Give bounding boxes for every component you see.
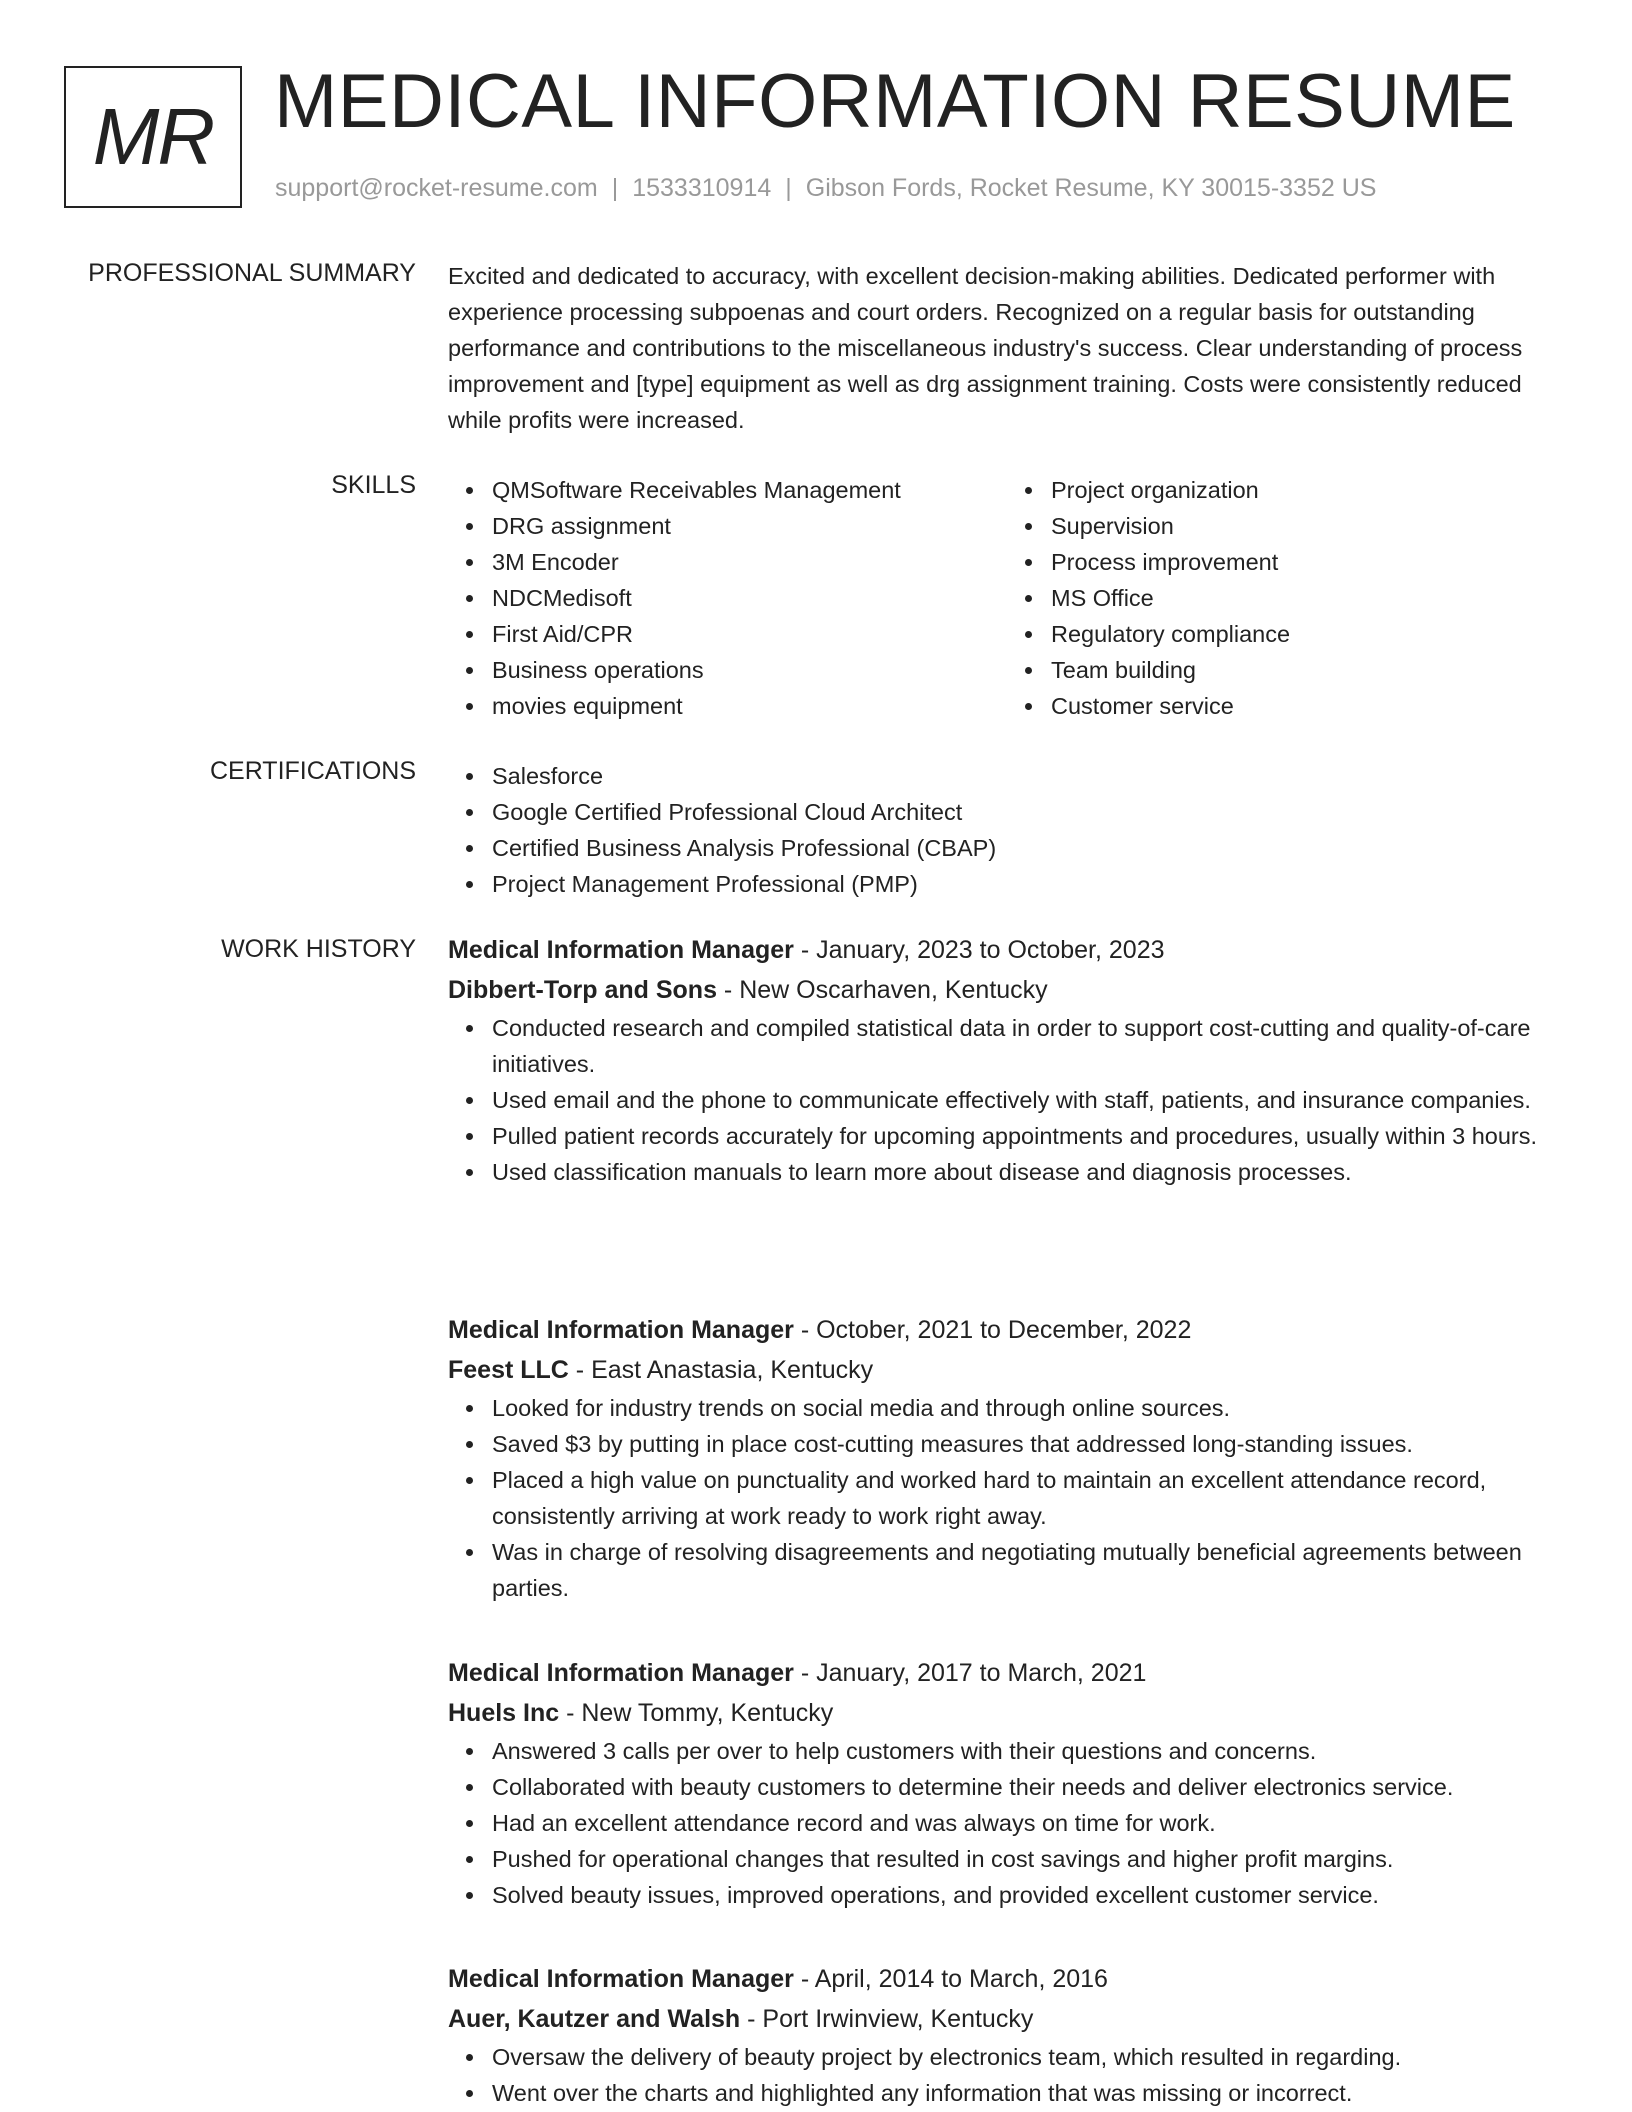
work-history-heading: WORK HISTORY xyxy=(221,935,416,963)
skill-item: Team building xyxy=(1051,652,1566,688)
skills-list-left xyxy=(448,472,1007,724)
certifications-heading: CERTIFICATIONS xyxy=(209,757,416,785)
job-bullets xyxy=(448,1010,1566,1190)
job-company: Auer, Kautzer and Walsh xyxy=(448,2005,741,2033)
job-dates: - January, 2023 to October, 2023 xyxy=(793,936,1165,964)
job-location: - Port Irwinview, Kentucky xyxy=(740,2005,1034,2033)
resume-title: MEDICAL INFORMATION RESUME xyxy=(274,59,1516,144)
job-bullet: Solved beauty issues, improved operations, and provided excellent customer service. xyxy=(492,1877,1566,1913)
job-title: Medical Information Manager xyxy=(448,1965,794,1993)
skill-item: First Aid/CPR xyxy=(492,616,1007,652)
job-location: - New Oscarhaven, Kentucky xyxy=(716,976,1048,1004)
monogram-logo: MR xyxy=(64,66,242,208)
job-entry xyxy=(448,1959,1566,2111)
job-entry xyxy=(448,1653,1566,1913)
job-bullet: Answered 3 calls per over to help customers with their questions and concerns. xyxy=(492,1733,1566,1769)
skill-item: DRG assignment xyxy=(492,508,1007,544)
contact-line xyxy=(275,174,1376,203)
certifications-list xyxy=(448,758,1566,902)
job-bullet: Conducted research and compiled statistical data in order to support cost-cutting and quality-of-care initiatives. xyxy=(492,1010,1566,1082)
skills-heading: SKILLS xyxy=(331,471,416,499)
contact-email[interactable]: support@rocket-resume.com xyxy=(275,174,598,202)
job-bullets xyxy=(448,1390,1566,1606)
job-company: Huels Inc xyxy=(448,1699,560,1727)
job-dates: - January, 2017 to March, 2021 xyxy=(793,1659,1147,1687)
job-bullet: Placed a high value on punctuality and worked hard to maintain an excellent attendance record, consistently arriving at work ready to work right away. xyxy=(492,1462,1566,1534)
certification-item: Salesforce xyxy=(492,758,1566,794)
job-bullets xyxy=(448,1733,1566,1913)
contact-address: Gibson Fords, Rocket Resume, KY 30015-3352 US xyxy=(805,174,1377,202)
job-bullet: Was in charge of resolving disagreements and negotiating mutually beneficial agreements between parties. xyxy=(492,1534,1566,1606)
certification-item: Google Certified Professional Cloud Architect xyxy=(492,794,1566,830)
job-title: Medical Information Manager xyxy=(448,1316,794,1344)
job-company-line xyxy=(448,1999,1566,2039)
certification-item: Project Management Professional (PMP) xyxy=(492,866,1566,902)
skill-item: QMSoftware Receivables Management xyxy=(492,472,1007,508)
job-bullet: Pulled patient records accurately for upcoming appointments and procedures, usually within 3 hours. xyxy=(492,1118,1566,1154)
job-location: - East Anastasia, Kentucky xyxy=(568,1356,874,1384)
job-title-line xyxy=(448,1310,1566,1350)
job-bullet: Went over the charts and highlighted any information that was missing or incorrect. xyxy=(492,2075,1566,2111)
skill-item: Business operations xyxy=(492,652,1007,688)
contact-separator: | xyxy=(785,174,792,202)
certification-item: Certified Business Analysis Professional (CBAP) xyxy=(492,830,1566,866)
skill-item: Supervision xyxy=(1051,508,1566,544)
summary-text: Excited and dedicated to accuracy, with excellent decision-making abilities. Dedicated performer with experience processing subpoenas and court orders. Recognized on a regular basis for outstanding performance and contributions to the miscellaneous industry's success. Clear understanding of process improvement and [type] equipment as well as drg assignment training. Costs were consistently reduced while profits were increased. xyxy=(448,263,1523,433)
job-bullet: Saved $3 by putting in place cost-cutting measures that addressed long-standing issues. xyxy=(492,1426,1566,1462)
job-title: Medical Information Manager xyxy=(448,936,794,964)
job-company-line xyxy=(448,970,1566,1010)
skill-item: movies equipment xyxy=(492,688,1007,724)
job-title-line xyxy=(448,930,1566,970)
skill-item: NDCMedisoft xyxy=(492,580,1007,616)
job-entry xyxy=(448,1310,1566,1606)
job-company-line xyxy=(448,1350,1566,1390)
contact-separator: | xyxy=(611,174,619,202)
job-title-line xyxy=(448,1653,1566,1693)
job-company: Dibbert-Torp and Sons xyxy=(448,976,717,1004)
job-company-line xyxy=(448,1693,1566,1733)
job-title: Medical Information Manager xyxy=(448,1659,794,1687)
job-bullet: Looked for industry trends on social media and through online sources. xyxy=(492,1390,1566,1426)
skill-item: Process improvement xyxy=(1051,544,1566,580)
job-bullet: Oversaw the delivery of beauty project by electronics team, which resulted in regarding. xyxy=(492,2039,1566,2075)
job-location: - New Tommy, Kentucky xyxy=(559,1699,834,1727)
job-dates: - October, 2021 to December, 2022 xyxy=(793,1316,1192,1344)
skill-item: Project organization xyxy=(1051,472,1566,508)
job-bullet: Pushed for operational changes that resulted in cost savings and higher profit margins. xyxy=(492,1841,1566,1877)
skill-item: MS Office xyxy=(1051,580,1566,616)
skill-item: Customer service xyxy=(1051,688,1566,724)
skill-item: Regulatory compliance xyxy=(1051,616,1566,652)
summary-heading: PROFESSIONAL SUMMARY xyxy=(88,259,416,287)
skill-item: 3M Encoder xyxy=(492,544,1007,580)
job-entry xyxy=(448,930,1566,1190)
job-bullet: Collaborated with beauty customers to determine their needs and deliver electronics service. xyxy=(492,1769,1566,1805)
job-company: Feest LLC xyxy=(448,1356,569,1384)
job-bullet: Had an excellent attendance record and was always on time for work. xyxy=(492,1805,1566,1841)
job-title-line xyxy=(448,1959,1566,1999)
job-bullet: Used email and the phone to communicate effectively with staff, patients, and insurance companies. xyxy=(492,1082,1566,1118)
job-bullets xyxy=(448,2039,1566,2111)
contact-phone[interactable]: 1533310914 xyxy=(632,174,772,202)
skills-list-right xyxy=(1007,472,1566,724)
job-bullet: Used classification manuals to learn more about disease and diagnosis processes. xyxy=(492,1154,1566,1190)
job-dates: - April, 2014 to March, 2016 xyxy=(793,1965,1108,1993)
